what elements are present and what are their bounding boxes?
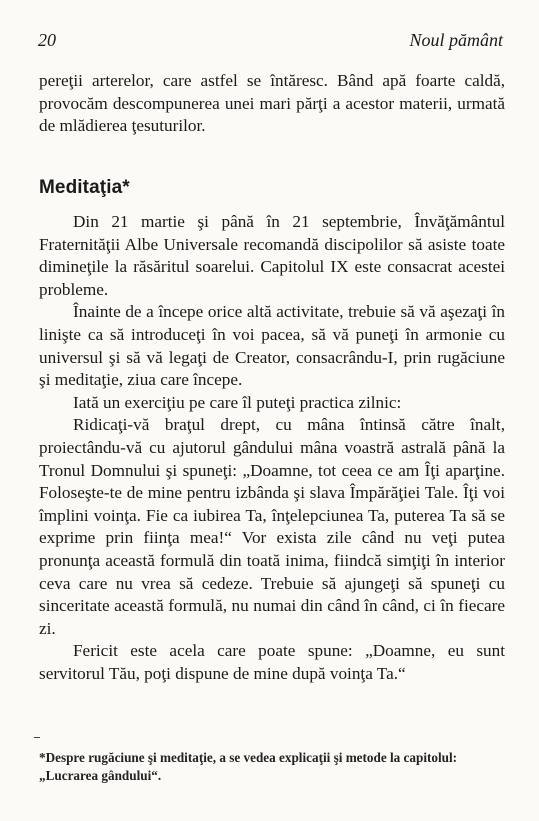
section-heading: Meditaţia*: [39, 177, 130, 198]
intro-paragraph-block: [39, 70, 505, 138]
paragraph: Iată un exerciţiu pe care îl puteţi practica zilnic:: [73, 392, 402, 412]
paragraph: Fericit este acela care poate spune: „Doamne, eu sunt servitorul Tău, poţi dispune de mine după voinţa Ta.“: [39, 641, 505, 683]
page-header: [38, 30, 503, 54]
intro-paragraph: pereţii arterelor, care astfel se întăresc. Bând apă foarte caldă, provocăm descompunerea unei mari părţi a acestor materii, urmată de mlădierea ţesuturilor.: [39, 71, 505, 136]
footnote: *Despre rugăciune şi meditaţie, a se vedea explicaţii şi metode la capitolul: „Lucrarea gândului“.: [39, 750, 458, 783]
page-number: 20: [38, 30, 56, 50]
footnote-divider: [34, 737, 40, 738]
paragraph: Din 21 martie şi până în 21 septembrie, Învăţământul Fraternităţii Albe Universale recomandă discipolilor să asiste toate dimineţile la răsăritul soarelui. Capitolul IX este consacrat acestei probleme.: [39, 212, 505, 299]
running-title: Noul pământ: [409, 30, 503, 50]
paragraph: Ridicaţi-vă braţul drept, cu mâna întinsă către înalt, proiectându-vă cu ajutorul gândului mâna voastră astrală până la Tronul Domnului şi spuneţi: „Doamne, tot ceea ce am Îţi aparţine. Foloseşte-te de mine pentru izbânda şi slava Împărăţiei Tale. Îţi voi împlini voinţa. Fie ca iubirea Ta, înţelepciunea Ta, puterea Ta să se exprime prin fiinţa mea!“ Vor exista zile când nu veţi putea pronunţa această formulă din toată inima, fiindcă simţiţi în interior ceva care nu vrea să cedeze. Trebuie să ajungeţi să spuneţi cu sinceritate această formulă, nu numai din când în când, ci în fiecare zi.: [39, 415, 505, 638]
section-body: [39, 211, 505, 685]
paragraph: Înainte de a începe orice altă activitate, trebuie să vă aşezaţi în linişte ca să introduceţi în voi pacea, să vă puneţi în armonie cu universul şi să vă legaţi de Creator, consacrându-I, prin rugăciune şi meditaţie, ziua care începe.: [39, 302, 505, 390]
